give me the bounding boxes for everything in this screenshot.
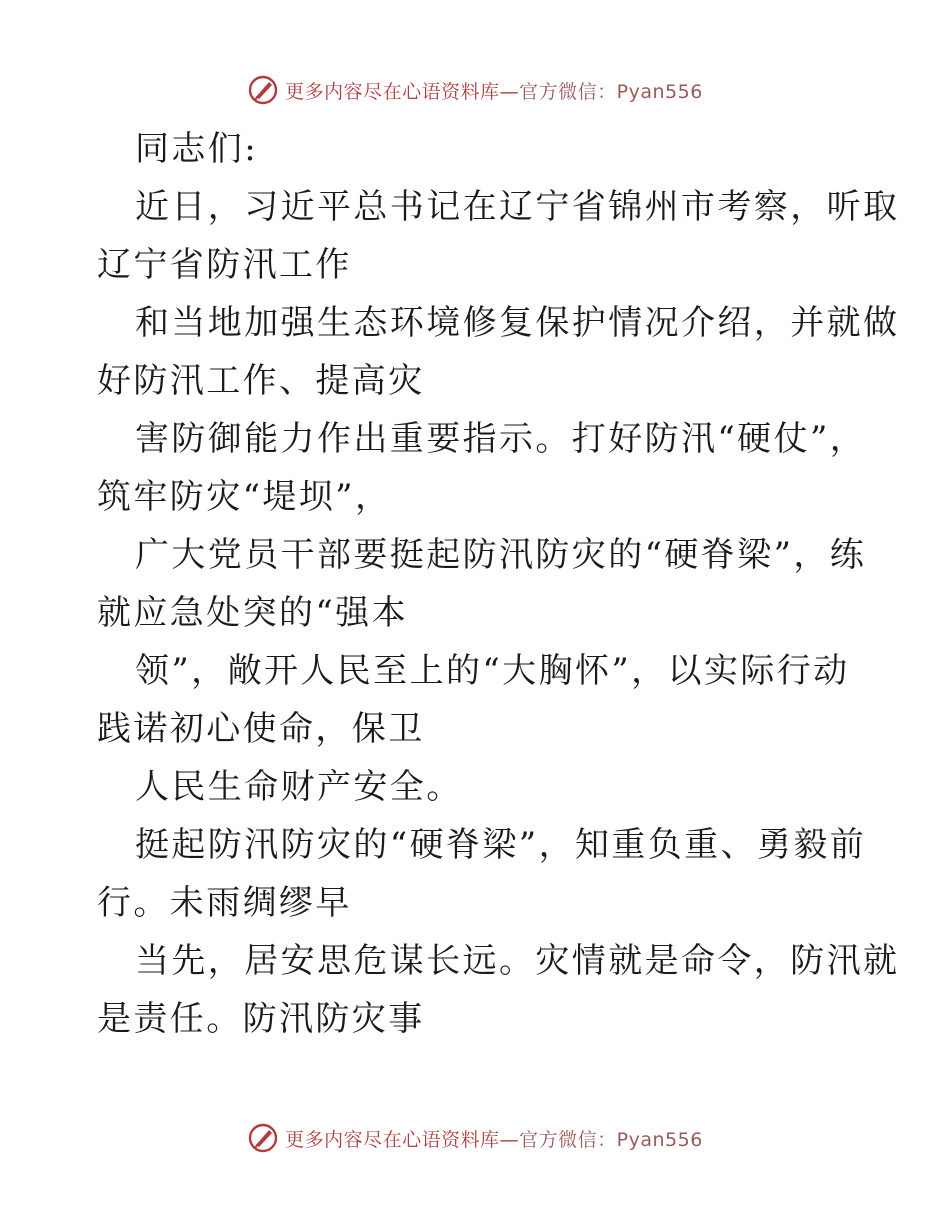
text-line: 近日，习近平总书记在辽宁省锦州市考察，听取 [135, 187, 900, 227]
footer-dash: — [499, 1128, 520, 1151]
text-line: 人民生命财产安全。 [135, 767, 463, 807]
footer-banner [0, 1118, 950, 1158]
text-line: 是责任。防汛防灾事 [97, 999, 425, 1039]
text-line: 领”，敞开人民至上的“大胸怀”，以实际行动 [135, 651, 850, 691]
footer-wechat: 官方微信：Pyan556 [519, 1128, 703, 1151]
text-line: 挺起防汛防灾的“硬脊梁”，知重负重、勇毅前 [135, 825, 867, 865]
header-dash: — [499, 80, 520, 103]
text-line: 就应急处突的“强本 [97, 593, 408, 633]
quill-pen-logo-icon [247, 74, 279, 106]
quill-pen-logo-icon [247, 1122, 279, 1154]
salutation: 同志们: [135, 129, 259, 169]
text-line: 践诺初心使命，保卫 [97, 709, 425, 749]
text-line: 辽宁省防汛工作 [97, 245, 352, 285]
text-line: 当先，居安思危谋长远。灾情就是命令，防汛就 [135, 941, 900, 981]
document-body [97, 120, 900, 1048]
text-line: 害防御能力作出重要指示。打好防汛“硬仗”， [135, 419, 867, 459]
text-line: 和当地加强生态环境修复保护情况介绍，并就做 [135, 303, 900, 343]
header-site-name: 更多内容尽在心语资料库 [285, 80, 500, 103]
footer-banner-text [285, 1125, 703, 1152]
header-banner-text [285, 77, 703, 104]
text-line: 广大党员干部要挺起防汛防灾的“硬脊梁”，练 [135, 535, 867, 575]
text-line: 行。未雨绸缪早 [97, 883, 352, 923]
text-line: 筑牢防灾“堤坝”， [97, 477, 392, 517]
header-banner [0, 70, 950, 110]
text-line: 好防汛工作、提高灾 [97, 361, 425, 401]
footer-site-name: 更多内容尽在心语资料库 [285, 1128, 500, 1151]
header-wechat: 官方微信：Pyan556 [519, 80, 703, 103]
